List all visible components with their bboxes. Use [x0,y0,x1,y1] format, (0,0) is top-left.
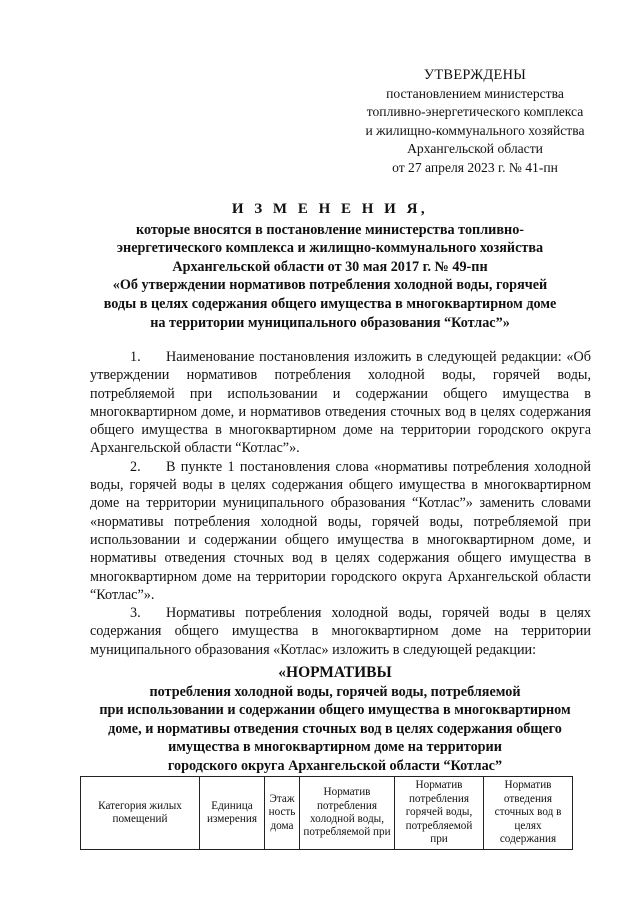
table-header-row [81,777,573,850]
norms-line: потребления холодной воды, горячей воды, потребляемой [149,683,521,700]
norms-heading: «НОРМАТИВЫ [278,664,392,681]
norms-line: доме, и нормативы отведения сточных вод в целях содержания общего [108,720,562,737]
list-item [90,604,591,659]
norms-line: при использовании и содержании общего имущества в многоквартирном [99,702,571,719]
table-header-cell: Норматив потребления холодной воды, потребляемой при [300,777,395,850]
title-line: которые вносятся в постановление министерства топливно- [135,221,525,238]
item-text: Наименование постановления изложить в следующей редакции: «Об утверждении нормативов потребления холодной воды, горячей воды, потребляемой при использовании и содержании общего имущества в многоквартирном доме, и нормативов отведения сточных вод в целях содержания общего имущества в многоквартирном доме на территории городского округа Архангельской области “Котлас”». [90,349,591,457]
norms-line: городского округа Архангельской области “Котлас” [167,757,503,774]
title-line: на территории муниципального образования “Котлас”» [150,314,510,331]
item-number: 1. [130,349,141,365]
document-body [90,348,591,659]
title-line: воды в целях содержания общего имущества в многоквартирном доме [103,295,557,312]
title-line: «Об утверждении нормативов потребления холодной воды, горячей [112,277,548,294]
approval-heading: УТВЕРЖДЕНЫ [423,67,527,83]
approval-line: Архангельской области [407,141,543,157]
document-title [80,200,580,332]
item-text: В пункте 1 постановления слова «нормативы потребления холодной воды, горячей воды в целях содержания общего имущества в многоквартирном доме на территории муниципального образования “Котлас”» заменить словами «нормативы потребления холодной воды, горячей воды, потребляемой при использовании и содержании общего имущества в многоквартирном доме, и нормативы отведения сточных вод в целях содержания общего имущества в многоквартирном доме на территории городского округа Архангельской области “Котлас”». [90,458,591,603]
table-header-cell: Норматив потребления горячей воды, потребляемой при [395,777,484,850]
title-word: И З М Е Н Е Н И Я, [231,201,429,217]
table-header-cell: Норматив отведения сточных вод в целях содержания [484,777,573,850]
norms-title [75,664,595,776]
approval-date: от 27 апреля 2023 г. № 41-пн [392,159,558,175]
approval-line: постановлением министерства [386,85,564,101]
approval-line: топливно-энергетического комплекса [366,104,584,120]
list-item [90,348,591,458]
norms-line: имущества в многоквартирном доме на территории [168,739,502,756]
table-header-cell: Этаж ность дома [265,777,300,850]
item-text: Нормативы потребления холодной воды, горячей воды в целях содержания общего имущества в многоквартирном доме на территории муниципального образования «Котлас» изложить в следующей редакции: [90,605,591,658]
table-header-cell: Категория жилых помещений [81,777,200,850]
approval-line: и жилищно-коммунального хозяйства [365,122,585,138]
item-number: 3. [130,605,141,622]
norms-table [80,776,573,850]
title-line: Архангельской области от 30 мая 2017 г. № 49-пн [172,258,488,275]
table-header-cell: Единица измерения [200,777,265,850]
approval-stamp [330,66,620,178]
title-line: энергетического комплекса и жилищно-коммунального хозяйства [116,240,544,257]
item-number: 2. [130,458,141,475]
list-item [90,458,591,604]
